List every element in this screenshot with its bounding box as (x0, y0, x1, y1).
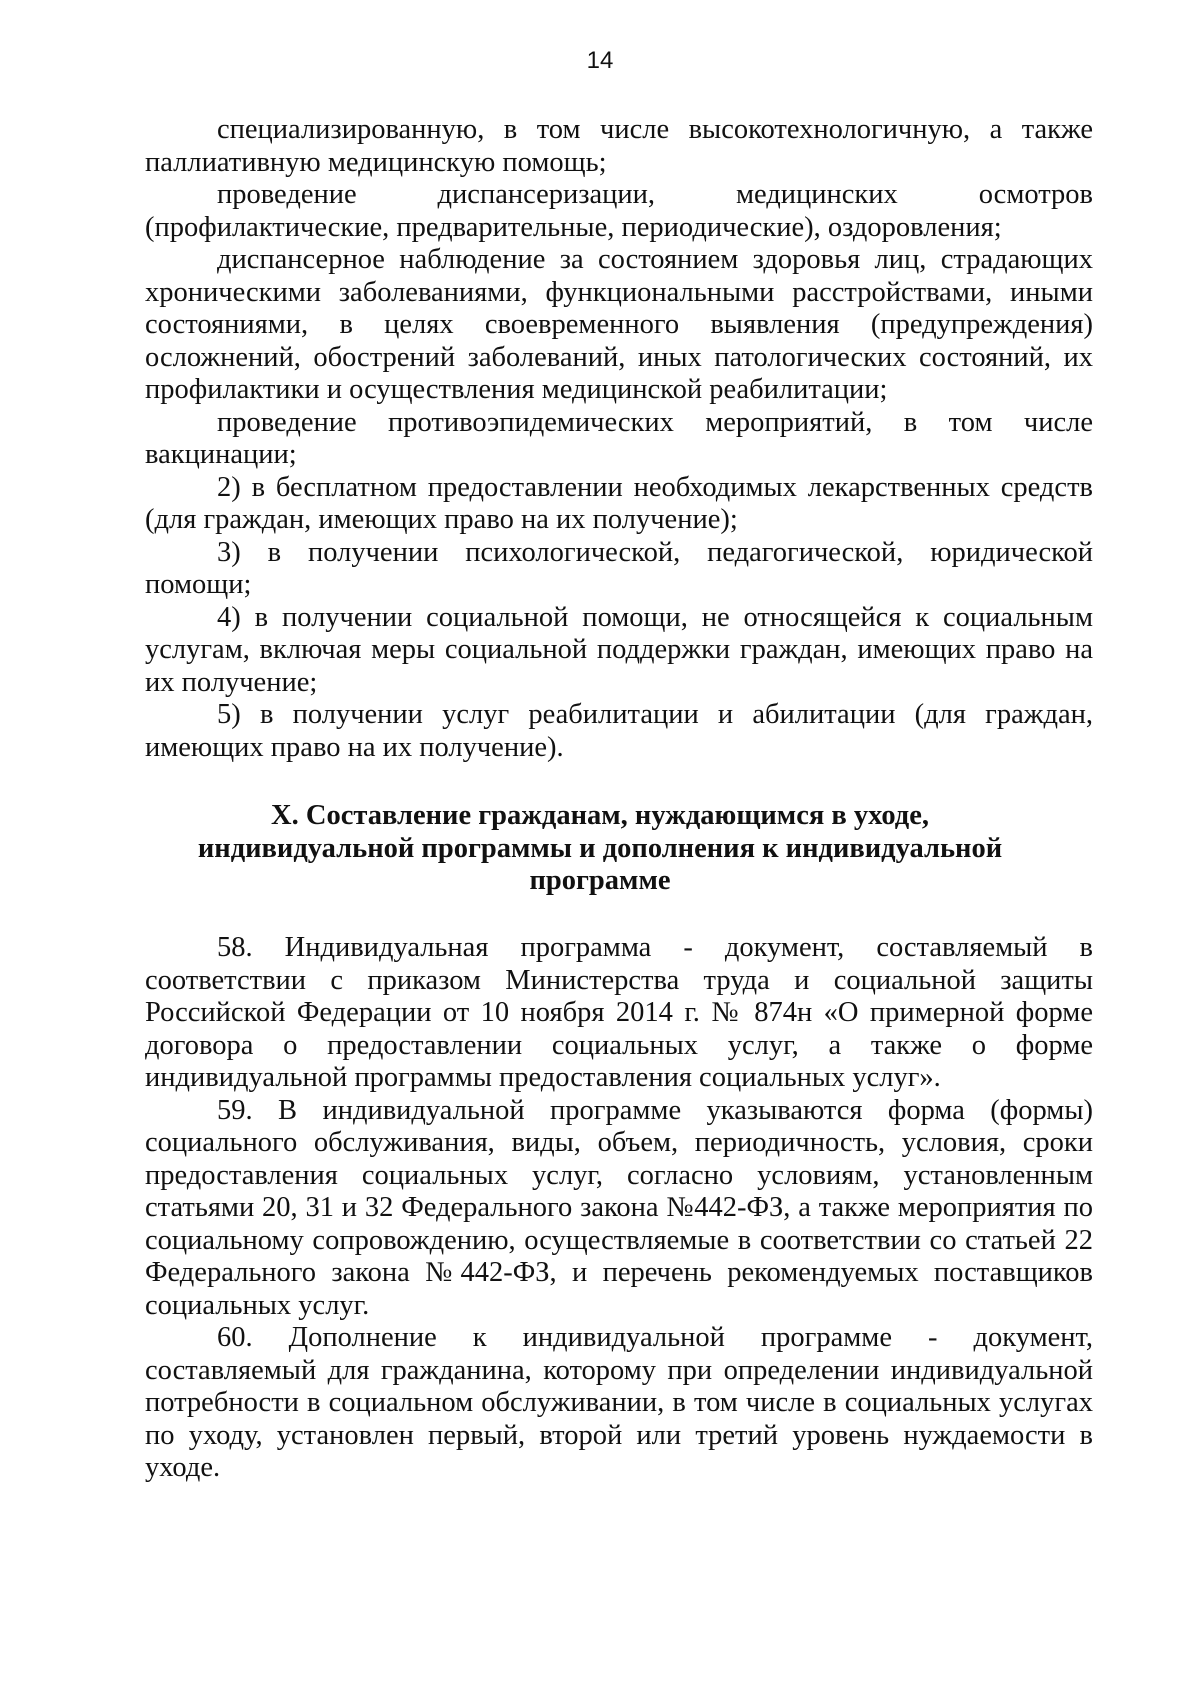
section-heading (150, 800, 1050, 898)
text-block-bottom (145, 932, 1093, 1485)
list-item-paragraph: 3) в получении психологической, педагогической, юридической помощи; (145, 536, 1093, 600)
paragraph: специализированную, в том числе высокотехнологичную, а также паллиативную медицинскую помощь; (145, 114, 1093, 178)
list-item-paragraph: 4) в получении социальной помощи, не относящейся к социальным услугам, включая меры социальной поддержки граждан, имеющих право на их получение; (145, 601, 1093, 698)
numbered-paragraph-58: 58. Индивидуальная программа - документ, составляемый в соответствии с приказом Министерства труда и социальной защиты Российской Федерации от 10 ноября 2014 г. № 874н «О примерной форме договора о предоставлении социальных услуг, а также о форме индивидуальной программы предоставления социальных услуг». (145, 932, 1093, 1093)
list-item-paragraph: 2) в бесплатном предоставлении необходимых лекарственных средств (для граждан, имеющих право на их получение); (145, 471, 1093, 535)
list-item-paragraph: 5) в получении услуг реабилитации и абилитации (для граждан, имеющих право на их получение). (145, 699, 1093, 763)
numbered-paragraph-59: 59. В индивидуальной программе указываются форма (формы) социального обслуживания, виды, объем, периодичность, условия, сроки предоставления социальных услуг, согласно условиям, установленным статьями 20, 31 и 32 Федерального закона №442-ФЗ, а также мероприятия по социальному сопровождению, осуществляемые в соответствии со статьей 22 Федерального закона №442-ФЗ, и перечень рекомендуемых поставщиков социальных услуг. (145, 1094, 1093, 1321)
numbered-paragraph-60: 60. Дополнение к индивидуальной программе - документ, составляемый для гражданина, которому при определении индивидуальной потребности в социальном обслуживании, в том числе в социальных услугах по уходу, установлен первый, второй или третий уровень нуждаемости в уходе. (145, 1322, 1093, 1483)
text-block-top (145, 114, 1093, 764)
section-heading-line: X. Составление гражданам, нуждающимся в уходе, (271, 800, 929, 831)
paragraph: проведение противоэпидемических мероприятий, в том числе вакцинации; (145, 406, 1093, 470)
paragraph: проведение диспансеризации, медицинских осмотров (профилактические, предварительные, периодические), оздоровления; (145, 179, 1093, 243)
section-heading-line: индивидуальной программы и дополнения к индивидуальной (197, 832, 1003, 864)
section-heading-line: программе (529, 865, 671, 896)
paragraph: диспансерное наблюдение за состоянием здоровья лиц, страдающих хроническими заболеваниями, функциональными расстройствами, иными состояниями, в целях своевременного выявления (предупреждения) осложнений, обострений заболеваний, иных патологических состояний, их профилактики и осуществления медицинской реабилитации; (145, 244, 1093, 405)
page-number: 14 (586, 47, 614, 74)
